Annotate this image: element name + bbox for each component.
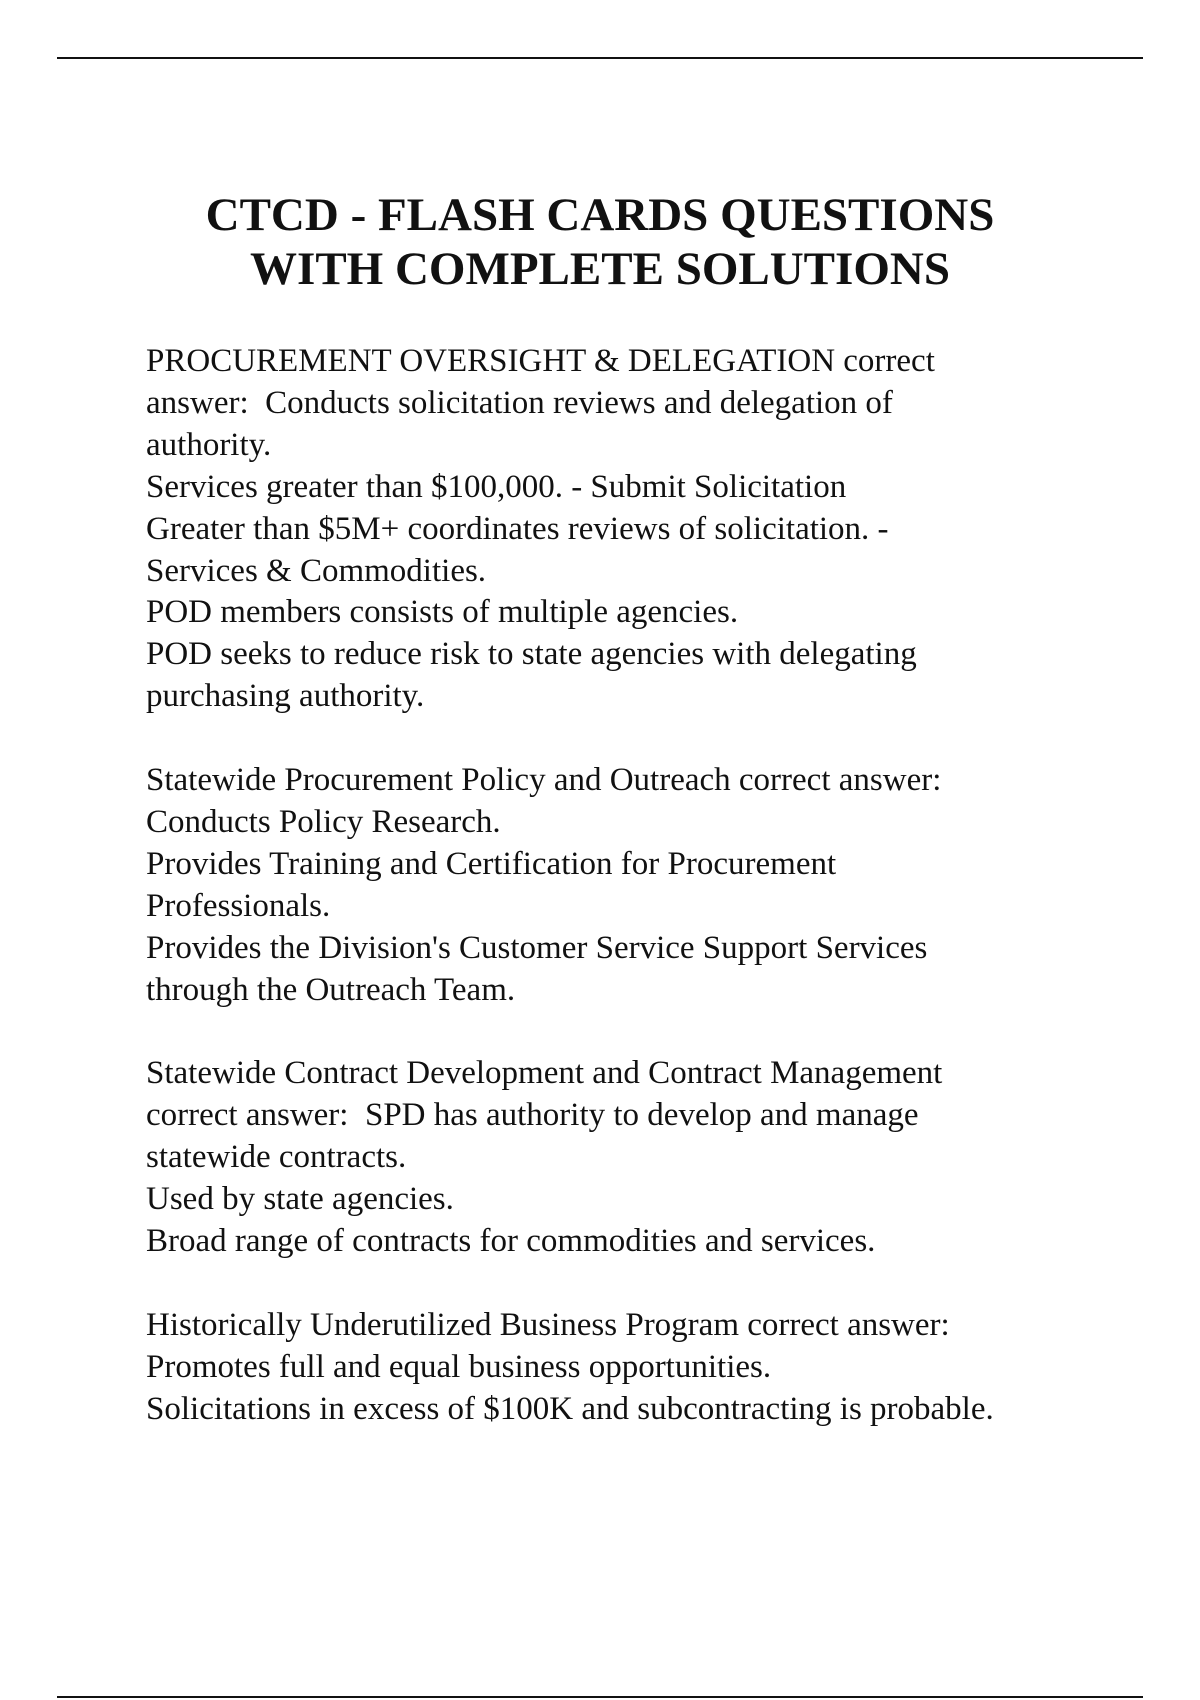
flash-card-contract-development [146,1053,1146,1263]
card-line: Broad range of contracts for commodities and services. [146,1223,876,1259]
card-line: Statewide Contract Development and Contract Management [146,1055,943,1092]
card-line: Solicitations in excess of $100K and subcontracting is probable. [146,1390,994,1427]
card-line: correct answer: SPD has authority to develop and manage [146,1097,919,1134]
card-line: Provides Training and Certification for Procurement [146,845,837,882]
card-line: Services & Commodities. [146,552,487,589]
bottom-rule [57,1696,1143,1698]
page-title [60,188,1140,296]
card-line: PROCUREMENT OVERSIGHT & DELEGATION correct [146,343,935,379]
card-line: answer: Conducts solicitation reviews and delegation of [146,384,893,421]
card-line: statewide contracts. [146,1139,407,1176]
title-line-2: WITH COMPLETE SOLUTIONS [250,243,950,295]
card-line: Used by state agencies. [146,1181,454,1218]
flash-card-policy-outreach [146,760,1146,1011]
card-line: Provides the Division's Customer Service Support Services [146,929,928,966]
title-line-1: CTCD - FLASH CARDS QUESTIONS [205,189,995,241]
card-line: POD members consists of multiple agencies. [146,594,739,631]
flash-card-procurement-oversight [146,341,1146,718]
card-line: Statewide Procurement Policy and Outreach correct answer: [146,762,942,799]
flash-card-list [146,341,1146,1431]
card-line: Historically Underutilized Business Program correct answer: [146,1306,950,1343]
card-line: through the Outreach Team. [146,971,516,1008]
card-line: Professionals. [146,887,331,924]
card-line: POD seeks to reduce risk to state agencies with delegating [146,636,917,673]
card-line: authority. [146,426,272,463]
top-rule [57,57,1143,59]
card-line: Greater than $5M+ coordinates reviews of solicitation. - [146,510,889,547]
card-line: purchasing authority. [146,678,425,715]
flash-card-hub-program [146,1305,1146,1431]
card-line: Conducts Policy Research. [146,803,501,840]
card-line: Services greater than $100,000. - Submit Solicitation [146,468,847,505]
card-line: Promotes full and equal business opportunities. [146,1348,772,1385]
